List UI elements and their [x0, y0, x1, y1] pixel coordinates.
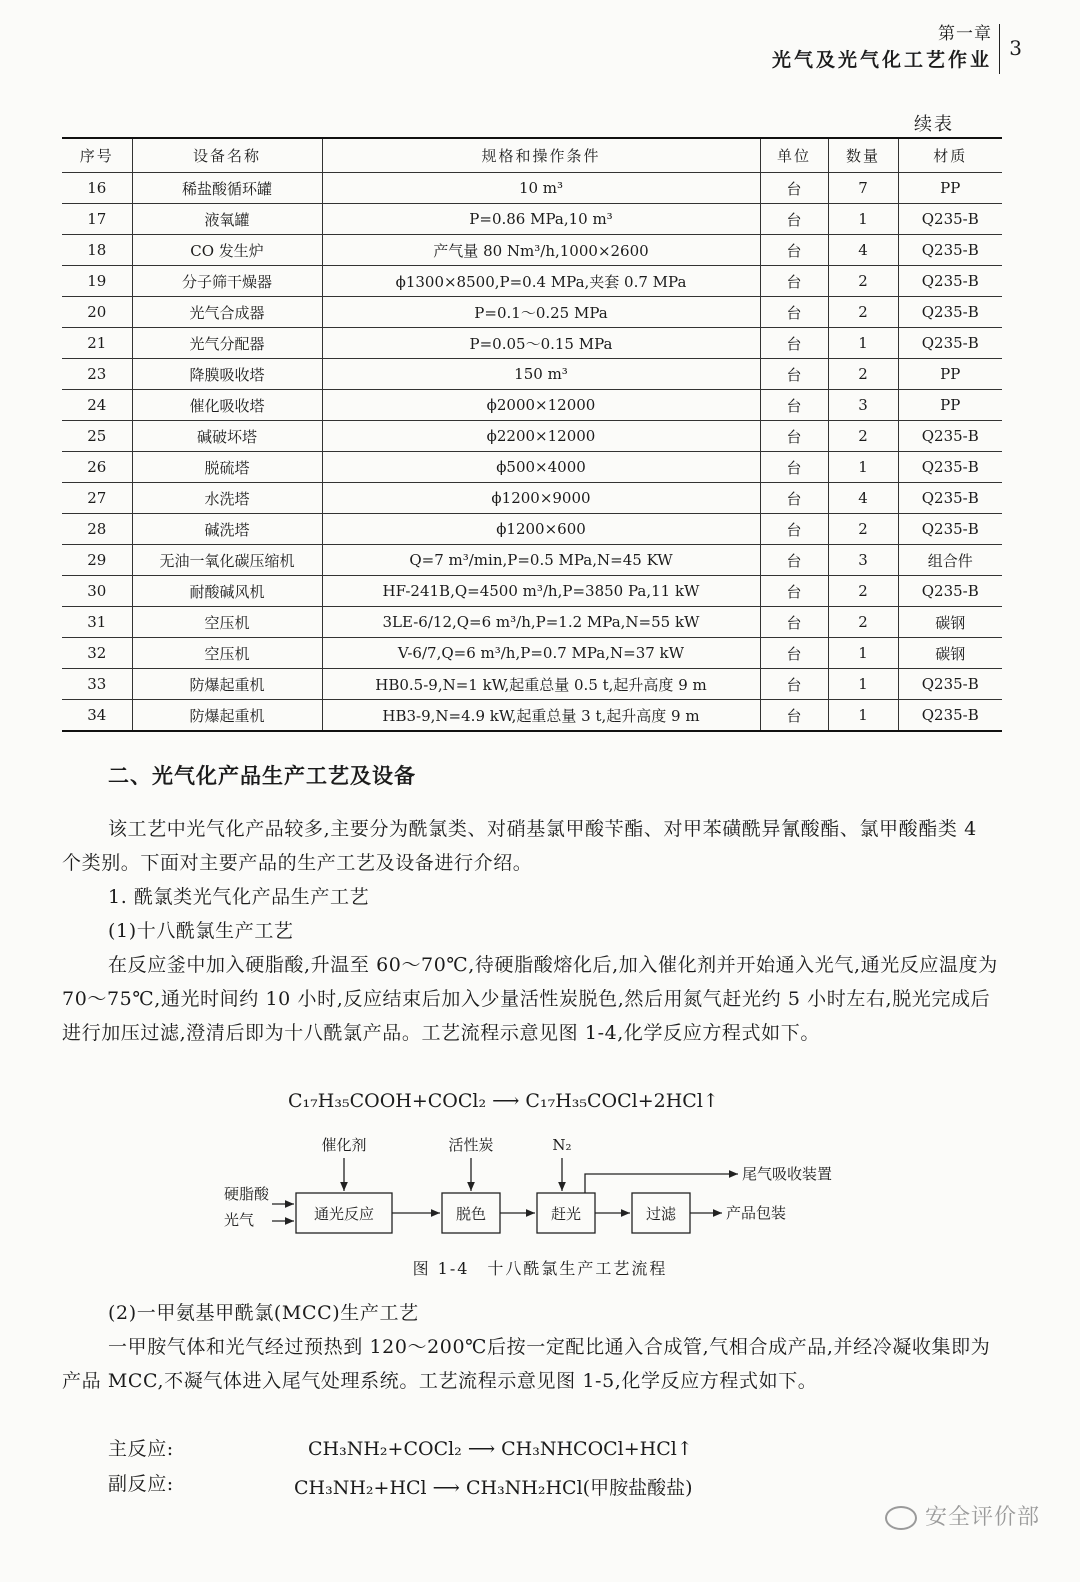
table-cell: 18 — [62, 235, 132, 266]
table-cell: 碱洗塔 — [132, 514, 322, 545]
table-cell: 1 — [828, 700, 898, 732]
table-cell: 2 — [828, 514, 898, 545]
table-cell: 耐酸碱风机 — [132, 576, 322, 607]
column-header: 单位 — [760, 138, 828, 173]
table-cell: 脱硫塔 — [132, 452, 322, 483]
table-cell: 台 — [760, 483, 828, 514]
table-cell: Q235-B — [898, 266, 1002, 297]
intro-paragraph: 该工艺中光气化产品较多,主要分为酰氯类、对硝基氯甲酸苄酯、对甲苯磺酰异氰酸酯、氯甲酸酯类 4 个类别。下面对主要产品的生产工艺及设备进行介绍。 — [62, 818, 977, 874]
continued-label: 续表 — [914, 114, 954, 135]
table-cell: ϕ2200×12000 — [322, 421, 760, 452]
table-row — [62, 235, 1002, 266]
flow-box-4-label: 过滤 — [645, 1205, 677, 1223]
table-cell: 稀盐酸循环罐 — [132, 173, 322, 204]
subheading-1-2: (2)一甲氨基甲酰氯(MCC)生产工艺 — [108, 1302, 419, 1324]
table-cell: 28 — [62, 514, 132, 545]
chapter-title: 光气及光气化工艺作业 — [771, 49, 992, 71]
table-row — [62, 576, 1002, 607]
table-cell: 19 — [62, 266, 132, 297]
table-cell: 16 — [62, 173, 132, 204]
table-cell: 1 — [828, 638, 898, 669]
table-cell: 产气量 80 Nm³/h,1000×2600 — [322, 235, 760, 266]
table-cell: Q235-B — [898, 297, 1002, 328]
table-cell: ϕ2000×12000 — [322, 390, 760, 421]
table-cell: HF-241B,Q=4500 m³/h,P=3850 Pa,11 kW — [322, 576, 760, 607]
table-cell: 29 — [62, 545, 132, 576]
table-cell: 液氧罐 — [132, 204, 322, 235]
table-cell: 空压机 — [132, 607, 322, 638]
table-cell: 台 — [760, 297, 828, 328]
table-cell: 2 — [828, 359, 898, 390]
table-cell: 台 — [760, 669, 828, 700]
table-cell: Q235-B — [898, 452, 1002, 483]
wechat-icon — [885, 1506, 917, 1530]
equation-1: C₁₇H₃₅COOH+COCl₂ ⟶ C₁₇H₃₅COCl+2HCl↑ — [288, 1090, 719, 1112]
table-cell: 2 — [828, 266, 898, 297]
table-cell: 台 — [760, 390, 828, 421]
flow-input-1: 硬脂酸 — [224, 1185, 270, 1203]
table-cell: 7 — [828, 173, 898, 204]
table-cell: 3 — [828, 390, 898, 421]
table-cell: Q235-B — [898, 514, 1002, 545]
table-cell: 2 — [828, 607, 898, 638]
process-paragraph-2: 一甲胺气体和光气经过预热到 120～200℃后按一定配比通入合成管,气相合成产品,并经冷凝收集即为产品 MCC,不凝气体进入尾气处理系统。工艺流程示意见图 1-5,化学反应方程式如下。 — [62, 1336, 991, 1392]
table-cell: Q=7 m³/min,P=0.5 MPa,N=45 KW — [322, 545, 760, 576]
table-cell: 台 — [760, 266, 828, 297]
side-reaction-equation: CH₃NH₂+HCl ⟶ CH₃NH₂HCl(甲胺盐酸盐) — [294, 1477, 693, 1499]
table-cell: 150 m³ — [322, 359, 760, 390]
table-cell: 防爆起重机 — [132, 700, 322, 732]
table-row — [62, 266, 1002, 297]
table-row — [62, 514, 1002, 545]
table-row — [62, 328, 1002, 359]
flow-diagram — [200, 1128, 900, 1258]
table-cell: 2 — [828, 297, 898, 328]
table-cell: 台 — [760, 514, 828, 545]
table-cell: 30 — [62, 576, 132, 607]
table-cell: 碱破坏塔 — [132, 421, 322, 452]
side-reaction-label: 副反应: — [108, 1473, 174, 1495]
section-title: 二、光气化产品生产工艺及设备 — [108, 764, 416, 788]
table-cell: 3LE-6/12,Q=6 m³/h,P=1.2 MPa,N=55 kW — [322, 607, 760, 638]
table-row — [62, 700, 1002, 732]
flow-top-1: 催化剂 — [321, 1136, 367, 1154]
table-cell: 1 — [828, 669, 898, 700]
table-row — [62, 204, 1002, 235]
table-cell: 2 — [828, 576, 898, 607]
table-cell: 降膜吸收塔 — [132, 359, 322, 390]
table-cell: 分子筛干燥器 — [132, 266, 322, 297]
table-cell: 33 — [62, 669, 132, 700]
table-cell: 台 — [760, 204, 828, 235]
table-row — [62, 607, 1002, 638]
table-row — [62, 421, 1002, 452]
table-cell: 光气合成器 — [132, 297, 322, 328]
table-cell: 25 — [62, 421, 132, 452]
table-row — [62, 483, 1002, 514]
table-cell: 台 — [760, 421, 828, 452]
table-cell: 34 — [62, 700, 132, 732]
table-cell: 碳钢 — [898, 638, 1002, 669]
flow-input-2: 光气 — [224, 1211, 255, 1229]
table-cell: HB3-9,N=4.9 kW,起重总量 3 t,起升高度 9 m — [322, 700, 760, 732]
table-cell: Q235-B — [898, 700, 1002, 732]
flow-box-2-label: 脱色 — [455, 1205, 487, 1223]
watermark: 安全评价部 — [885, 1500, 1040, 1531]
page-header — [602, 22, 1022, 78]
table-cell: 光气分配器 — [132, 328, 322, 359]
table-row — [62, 638, 1002, 669]
flow-output-2: 产品包装 — [726, 1204, 787, 1222]
table-cell: PP — [898, 173, 1002, 204]
flow-output-1: 尾气吸收装置 — [742, 1165, 833, 1183]
chapter-label: 第一章 — [938, 24, 992, 44]
table-cell: P=0.05～0.15 MPa — [322, 328, 760, 359]
table-cell: 催化吸收塔 — [132, 390, 322, 421]
table-cell: PP — [898, 359, 1002, 390]
table-cell: PP — [898, 390, 1002, 421]
table-cell: 26 — [62, 452, 132, 483]
flow-box-3-label: 赶光 — [550, 1205, 582, 1223]
table-cell: Q235-B — [898, 421, 1002, 452]
flow-top-3: N₂ — [552, 1136, 572, 1154]
table-cell: HB0.5-9,N=1 kW,起重总量 0.5 t,起升高度 9 m — [322, 669, 760, 700]
table-cell: 1 — [828, 204, 898, 235]
table-row — [62, 545, 1002, 576]
table-cell: 32 — [62, 638, 132, 669]
table-cell: Q235-B — [898, 235, 1002, 266]
column-header: 材质 — [898, 138, 1002, 173]
table-cell: ϕ1200×9000 — [322, 483, 760, 514]
table-cell: ϕ1300×8500,P=0.4 MPa,夹套 0.7 MPa — [322, 266, 760, 297]
table-cell: 无油一氧化碳压缩机 — [132, 545, 322, 576]
table-row — [62, 452, 1002, 483]
flow-box-1-label: 通光反应 — [313, 1205, 375, 1223]
table-row — [62, 390, 1002, 421]
table-cell: 24 — [62, 390, 132, 421]
main-reaction-label: 主反应: — [108, 1438, 174, 1460]
table-cell: 10 m³ — [322, 173, 760, 204]
table-cell: 20 — [62, 297, 132, 328]
table-cell: 台 — [760, 328, 828, 359]
table-cell: 组合件 — [898, 545, 1002, 576]
column-header: 数量 — [828, 138, 898, 173]
table-cell: 台 — [760, 359, 828, 390]
header-divider — [999, 24, 1000, 74]
table-cell: 台 — [760, 173, 828, 204]
page-number: 3 — [1009, 36, 1022, 60]
main-reaction-equation: CH₃NH₂+COCl₂ ⟶ CH₃NHCOCl+HCl↑ — [308, 1438, 693, 1460]
subheading-1-1: (1)十八酰氯生产工艺 — [108, 920, 294, 942]
table-cell: ϕ500×4000 — [322, 452, 760, 483]
table-cell: 碳钢 — [898, 607, 1002, 638]
flow-top-2: 活性炭 — [448, 1136, 494, 1154]
table-cell: 台 — [760, 576, 828, 607]
table-cell: 1 — [828, 452, 898, 483]
table-cell: ϕ1200×600 — [322, 514, 760, 545]
table-cell: CO 发生炉 — [132, 235, 322, 266]
process-paragraph-1: 在反应釜中加入硬脂酸,升温至 60～70℃,待硬脂酸熔化后,加入催化剂并开始通入光气,通光反应温度为 70～75℃,通光时间约 10 小时,反应结束后加入少量活性炭脱色,然后用氮气赶光约 5 小时左右,脱光完成后进行加压过滤,澄清后即为十八酰氯产品。工艺流程示意见图 1-4,化学反应方程式如下。 — [62, 954, 998, 1044]
column-header: 序号 — [62, 138, 132, 173]
table-cell: 2 — [828, 421, 898, 452]
column-header: 规格和操作条件 — [322, 138, 760, 173]
table-cell: 台 — [760, 235, 828, 266]
table-row — [62, 173, 1002, 204]
table-cell: P=0.86 MPa,10 m³ — [322, 204, 760, 235]
table-cell: P=0.1～0.25 MPa — [322, 297, 760, 328]
table-cell: 1 — [828, 328, 898, 359]
table-cell: Q235-B — [898, 483, 1002, 514]
table-cell: Q235-B — [898, 576, 1002, 607]
table-row — [62, 669, 1002, 700]
table-cell: Q235-B — [898, 204, 1002, 235]
table-cell: 台 — [760, 638, 828, 669]
column-header: 设备名称 — [132, 138, 322, 173]
table-cell: 31 — [62, 607, 132, 638]
table-cell: 17 — [62, 204, 132, 235]
subheading-1: 1. 酰氯类光气化产品生产工艺 — [108, 886, 370, 908]
table-cell: 台 — [760, 545, 828, 576]
table-cell: 4 — [828, 483, 898, 514]
table-cell: Q235-B — [898, 328, 1002, 359]
table-cell: 21 — [62, 328, 132, 359]
table-cell: 27 — [62, 483, 132, 514]
table-cell: 3 — [828, 545, 898, 576]
table-cell: V-6/7,Q=6 m³/h,P=0.7 MPa,N=37 kW — [322, 638, 760, 669]
table-cell: 防爆起重机 — [132, 669, 322, 700]
table-cell: 水洗塔 — [132, 483, 322, 514]
table-row — [62, 359, 1002, 390]
table-cell: 空压机 — [132, 638, 322, 669]
table-cell: 4 — [828, 235, 898, 266]
table-cell: 台 — [760, 452, 828, 483]
table-row — [62, 297, 1002, 328]
figure-caption: 图 1-4 十八酰氯生产工艺流程 — [412, 1259, 668, 1278]
table-cell: 台 — [760, 700, 828, 732]
equipment-table — [62, 137, 1002, 732]
table-cell: 23 — [62, 359, 132, 390]
table-cell: 台 — [760, 607, 828, 638]
table-cell: Q235-B — [898, 669, 1002, 700]
